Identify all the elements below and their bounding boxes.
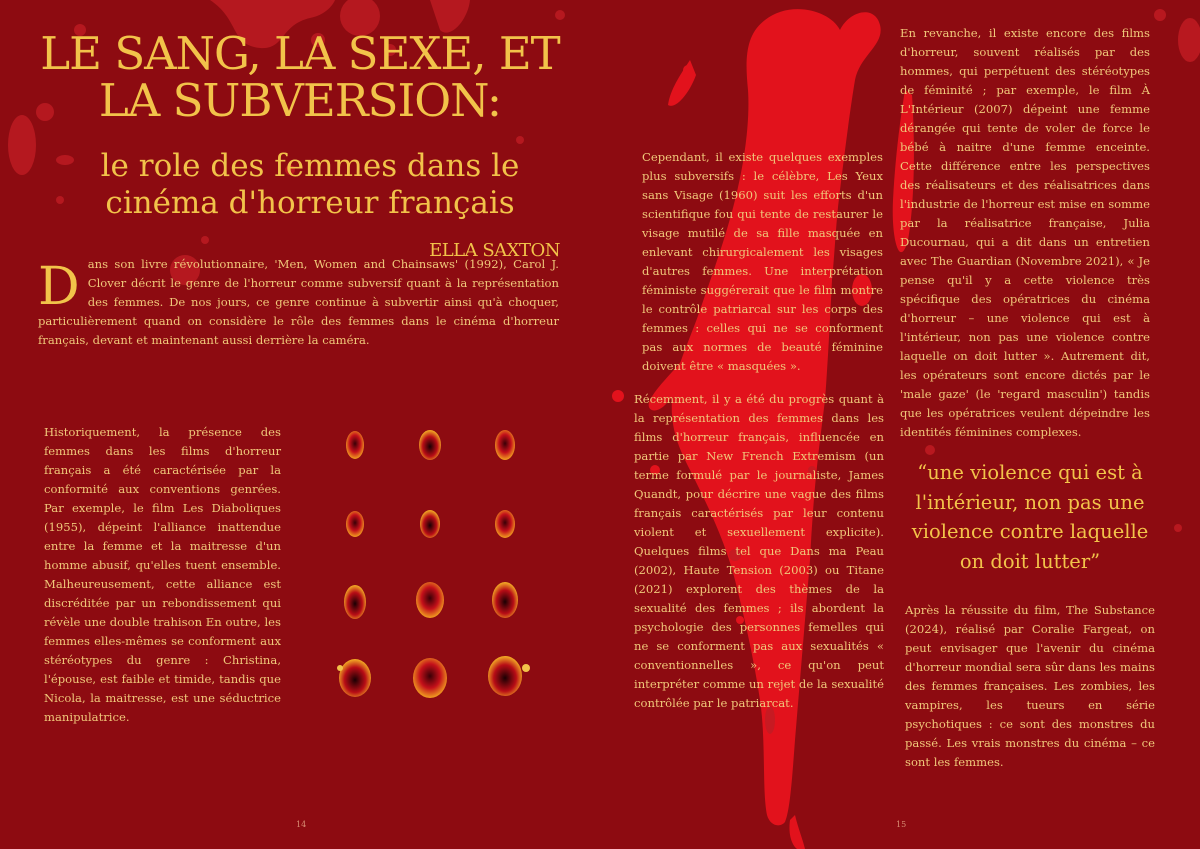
nail-row-4	[337, 656, 530, 698]
nail-row-2	[346, 510, 515, 538]
article-title: LE SANG, LA SEXE, ET LA SUBVERSION:	[40, 27, 560, 127]
article-author: ELLA SAXTON	[429, 240, 560, 261]
intro-text: ans son livre révolutionnaire, 'Men, Women and Chainsaws' (1992), Carol J. Clover décrit le genre de l'horreur comme subversif quant à la représentation des femmes. De nos jours, ce genre continue à subvertir ainsi qu'à choquer, particulièrement quand on considère le rôle des femmes dans le cinéma d'horreur français, devant et maintenant aussi derrière la caméra.	[38, 257, 559, 347]
paragraph-recemment: Récemment, il y a été du progrès quant à la représentation des femmes dans les films d'horreur français, influencée en partie par New French Extremism (un terme formulé par le journaliste, James Quandt, pour décrire une vague des films français caractérisés par leur contenu violent et sexuellement explicite). Quelques films tel que Dans ma Peau (2002), Haute Tension (2003) ou Titane (2021) explorent des thèmes de la sexualité des femmes ; ils abordent la psychologie des personnes femelles qui ne se conforment pas aux sexualités « conventionnelles », ce qu'on peut interpréter comme un rejet de la sexualité contrôlée par le patriarcat.	[634, 392, 884, 710]
page-number-left: 14	[296, 820, 307, 829]
pull-quote: “une violence qui est à l'intérieur, non pas une violence contre laquelle on doit lutter”	[911, 461, 1149, 573]
paragraph-historique: Historiquement, la présence des femmes dans les films d'horreur français a été caractérisée par la conformité aux conventions genrées. Par exemple, le film Les Diaboliques (1955), dépeint l'alliance inattendue entre la femme et la maitresse d'un homme abusif, qu'elles tuent ensemble. Malheureusement, cette alliance est discréditée par un rebondissement qui révèle une double trahison En outre, les femmes elles-mêmes se conforment aux stéréotypes du genre : Christina, l'épouse, est faible et timide, tandis que Nicola, la maitresse, est une séductrice manipulatrice.	[44, 425, 281, 724]
nail-row-1	[346, 430, 515, 460]
paragraph-revanche: En revanche, il existe encore des films d'horreur, souvent réalisés par des hommes, qui perpétuent des stéréotypes de féminité ; par exemple, le film À L'Intérieur (2007) dépeint une femme dérangée qui tente de voler de force le bébé à naitre d'une femme enceinte. Cette différence entre les perspectives des réalisateurs et des réalisatrices dans l'industrie de l'horreur est mise en somme par la réalisatrice française, Julia Ducournau, qui a dit dans un entretien avec The Guardian (Novembre 2021), « Je pense qu'il y a cette violence très spécifique des opératrices du cinéma d'horreur – une violence qui est à l'intérieur, non pas une violence contre laquelle on doit lutter ». Autrement dit, les opérateurs sont encore dictés par le 'male gaze' (le 'regard masculin') tandis que les opératrices veulent dépeindre les identités féminines complexes.	[900, 26, 1150, 439]
article-subtitle: le role des femmes dans le cinéma d'horreur français	[100, 148, 520, 221]
intro-paragraph	[38, 255, 559, 350]
paragraph-apres: Après la réussite du film, The Substance (2024), réalisé par Coralie Fargeat, on peut envisager que l'avenir du cinéma d'horreur mondial sera sûr dans les mains des femmes françaises. Les zombies, les vampires, les tueurs en série psychotiques : ce sont des monstres du passé. Les vrais monstres du cinéma – ce sont les femmes.	[905, 603, 1155, 769]
fingernails-illustration	[330, 420, 540, 720]
drop-cap: D	[38, 257, 80, 317]
paragraph-cependant: Cependant, il existe quelques exemples plus subversifs : le célèbre, Les Yeux sans Visage (1960) suit les efforts d'un scientifique fou qui tente de restaurer le visage mutilé de sa fille masquée en enlevant chirurgicalement les visages d'autres femmes. Une interprétation féministe suggérerait que le film montre le contrôle patriarcal sur les corps des femmes : celles qui ne se conforment pas aux normes de beauté féminine doivent être « masquées ».	[642, 150, 883, 373]
nail-row-3	[344, 582, 518, 619]
page-number-right: 15	[896, 820, 907, 829]
